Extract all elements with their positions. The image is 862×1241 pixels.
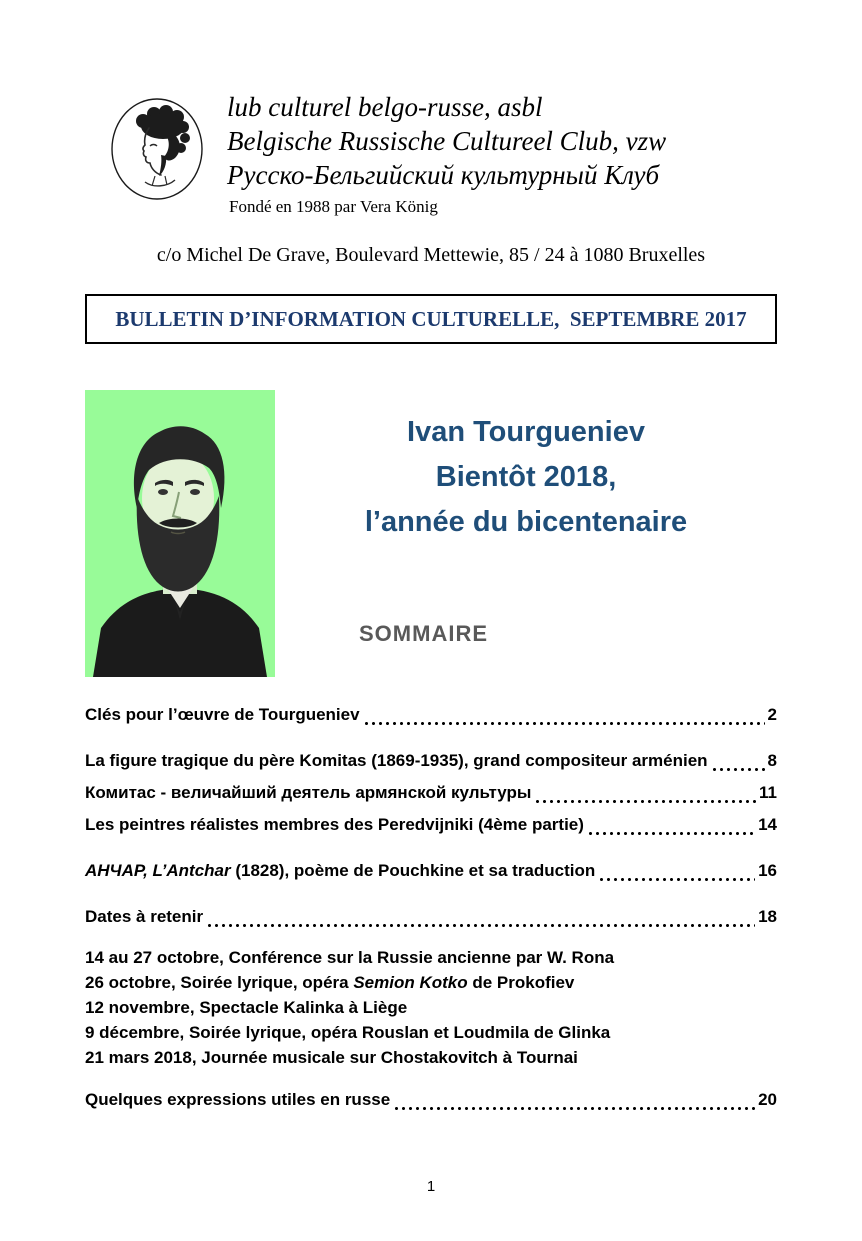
toc-entry-page: 16 <box>758 861 777 880</box>
toc-entry-title: La figure tragique du père Komitas (1869-1935), grand compositeur arménien <box>85 751 708 770</box>
event-item <box>85 945 777 970</box>
bulletin-banner <box>85 294 777 344</box>
event-text: 21 mars 2018, Journée musicale sur Chostakovitch à Tournai <box>85 1048 578 1067</box>
page-number: 1 <box>426 1178 436 1195</box>
dotted-leader <box>587 831 755 836</box>
founded-line: Fondé en 1988 par Vera König <box>229 197 438 216</box>
feature-section <box>85 390 777 677</box>
feature-title <box>275 410 777 545</box>
toc-entry-title <box>85 855 595 887</box>
sommaire-heading: SOMMAIRE <box>359 621 488 646</box>
toc-entry <box>85 901 777 933</box>
event-item <box>85 995 777 1020</box>
bulletin-banner-title: BULLETIN D’INFORMATION CULTURELLE, SEPTEMBRE 2017 <box>115 306 747 331</box>
dotted-leader <box>206 923 755 928</box>
event-item <box>85 970 777 995</box>
feature-title-line2: Bientôt 2018, <box>435 461 617 493</box>
toc-entry-title: Quelques expressions utiles en russe <box>85 1090 391 1109</box>
event-item <box>85 1045 777 1070</box>
toc-entry-page: 8 <box>767 751 777 770</box>
toc-entry <box>85 1084 777 1116</box>
toc-entry-page: 20 <box>758 1090 777 1109</box>
tourgueniev-portrait-image <box>85 390 275 677</box>
club-name-dutch: Belgische Russische Cultureel Club, vzw <box>227 126 667 156</box>
event-text: 9 décembre, Soirée lyrique, opéra Rouslan et Loudmila de Glinka <box>85 1023 611 1042</box>
toc-entry-title: Комитас - величайший деятель армянской культуры <box>85 783 532 802</box>
toc-entry-title-italic: АНЧАР, L’Antchar <box>85 861 231 880</box>
event-text-prefix: 26 octobre, Soirée lyrique, opéra <box>85 973 354 992</box>
toc-entry-title: Clés pour l’œuvre de Tourgueniev <box>85 705 360 724</box>
toc-entry <box>85 745 777 777</box>
toc-entry <box>85 777 777 809</box>
toc-entry <box>85 809 777 841</box>
toc-entry <box>85 855 777 887</box>
event-text: 12 novembre, Spectacle Kalinka à Liège <box>85 998 408 1017</box>
event-opera-title: Semion Kotko <box>353 973 468 992</box>
events-list <box>85 945 777 1070</box>
masthead <box>85 90 777 222</box>
club-names <box>227 90 666 222</box>
pushkin-profile-icon <box>109 96 205 202</box>
feature-right-column <box>275 390 777 677</box>
toc-entry-page: 2 <box>767 705 777 724</box>
feature-title-line1: Ivan Tourgueniev <box>407 416 645 448</box>
toc-entry-page: 18 <box>758 907 777 926</box>
event-text: 14 au 27 octobre, Conférence sur la Russie ancienne par W. Rona <box>85 948 615 967</box>
toc-entry-title: Les peintres réalistes membres des Peredvijniki (4ème partie) <box>85 815 584 834</box>
toc-entry-title: Dates à retenir <box>85 907 204 926</box>
dotted-leader <box>363 721 765 726</box>
dotted-leader <box>534 799 756 804</box>
table-of-contents <box>85 699 777 1116</box>
pushkin-medallion-logo <box>109 96 205 202</box>
dotted-leader <box>393 1106 755 1111</box>
dotted-leader <box>711 767 765 772</box>
tourgueniev-portrait <box>85 390 275 677</box>
toc-entry-title-rest: (1828), poème de Pouchkine et sa traduction <box>230 861 596 880</box>
toc-entry <box>85 699 777 731</box>
event-text-suffix: de Prokofiev <box>467 973 575 992</box>
dotted-leader <box>598 877 755 882</box>
toc-entry-page: 11 <box>759 783 777 802</box>
club-name-french: lub culturel belgo-russe, asbl <box>227 92 543 122</box>
club-name-russian: Русско-Бельгийский культурный Клуб <box>227 160 660 190</box>
toc-entry-page: 14 <box>758 815 777 834</box>
event-item <box>85 1020 777 1045</box>
feature-title-line3: l’année du bicentenaire <box>364 506 688 538</box>
contact-address: c/o Michel De Grave, Boulevard Mettewie, 85 / 24 à 1080 Bruxelles <box>156 244 706 266</box>
